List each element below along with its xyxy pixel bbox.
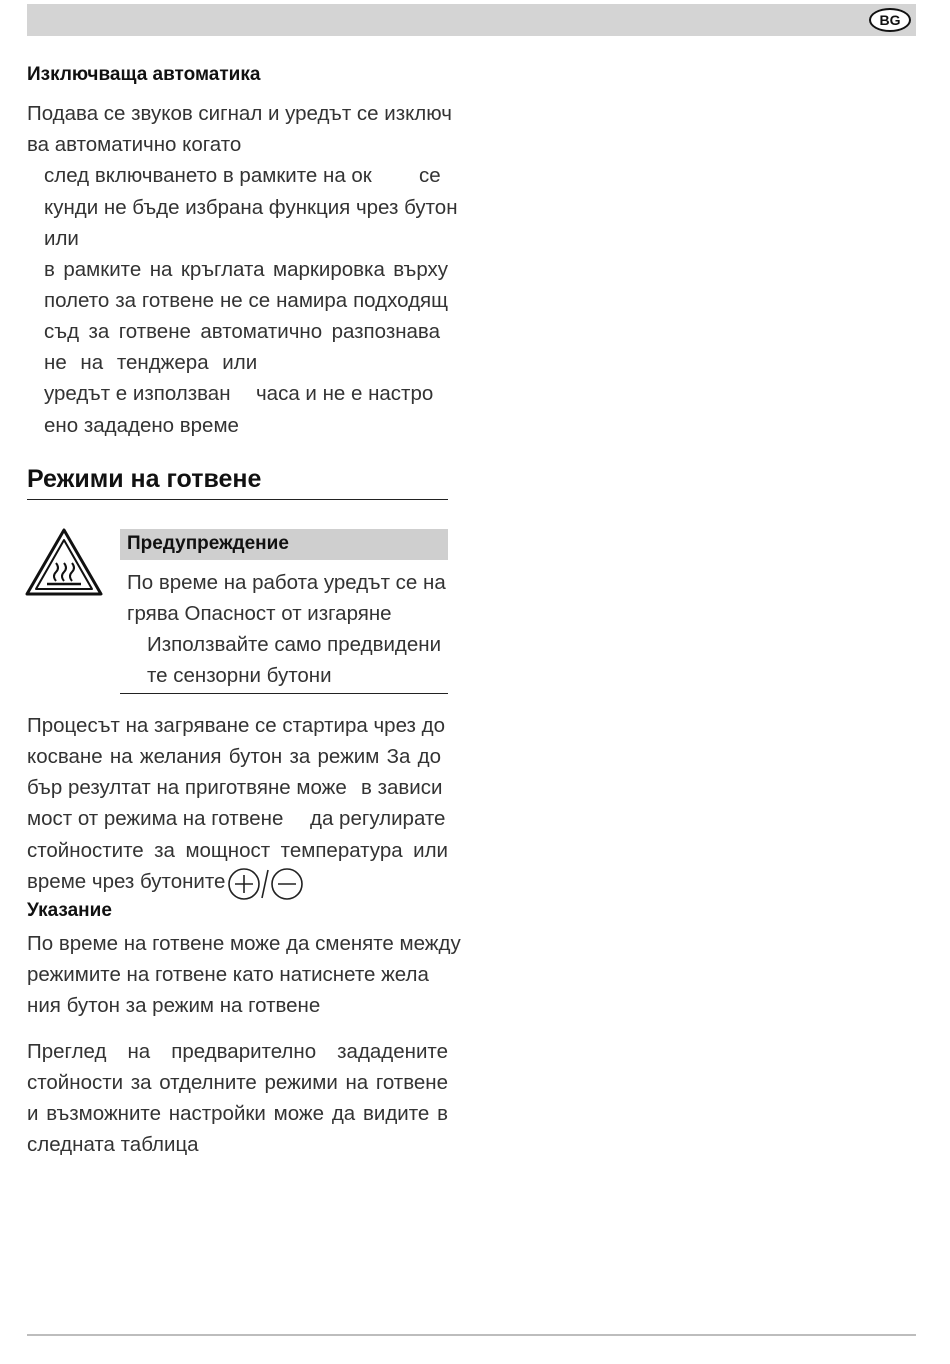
item2-line-3: съд за готвене автоматично разпознава: [44, 320, 440, 343]
footer-rule: [27, 1334, 916, 1336]
item1-line-2: кунди не бъде избрана функция чрез бутон: [44, 196, 458, 219]
note-line-3: ния бутон за режим на готвене: [27, 994, 321, 1017]
warning-bottom-rule: [120, 693, 448, 694]
para2-line-2: стойности за отделните режими на готвене: [27, 1071, 448, 1094]
warning-line-1: По време на работа уредът се на: [127, 571, 446, 594]
language-badge: BG: [869, 8, 911, 32]
warning-title: Предупреждение: [127, 533, 289, 554]
item3-line-1b: часа и не е настро: [256, 382, 434, 405]
item1-line-1a: след включването в рамките на ок: [44, 164, 372, 187]
para1-line-4a: мост от режима на готвене: [27, 807, 284, 830]
para1-line-1: Процесът на загряване се стартира чрез до: [27, 714, 445, 737]
plus-minus-buttons-icon: [227, 868, 307, 900]
item2-line-4: не на тенджера или: [44, 351, 258, 374]
warning-line-4: те сензорни бутони: [147, 664, 332, 687]
para2-line-3: и възможните настройки може да видите в: [27, 1102, 448, 1125]
para1-line-6: време чрез бутоните: [27, 870, 226, 893]
item2-line-2: полето за готвене не се намира подходящ: [44, 289, 448, 312]
para1-line-5: стойностите за мощност температура или: [27, 839, 448, 862]
para1-line-2: косване на желания бутон за режим За до: [27, 745, 441, 768]
section-heading-auto-off: Изключваща автоматика: [27, 64, 261, 85]
para2-line-1: Преглед на предварително зададените: [27, 1040, 448, 1063]
header-bar: [27, 4, 916, 36]
hot-surface-warning-icon: [25, 527, 103, 597]
para1-line-4b: да регулирате: [310, 807, 446, 830]
section-heading-cooking-modes: Режими на готвене: [27, 465, 262, 493]
item2-line-1: в рамките на кръглата маркировка върху: [44, 258, 448, 281]
warning-line-2: грява Опасност от изгаряне: [127, 602, 392, 625]
note-line-2: режимите на готвене като натиснете жела: [27, 963, 429, 986]
note-heading: Указание: [27, 900, 112, 921]
heading-underline: [27, 499, 448, 500]
note-line-1: По време на готвене може да сменяте между: [27, 932, 461, 955]
para1-line-3a: бър резултат на приготвяне може: [27, 776, 347, 799]
para1-line-3b: в зависи: [361, 776, 443, 799]
warning-line-3: Използвайте само предвидени: [147, 633, 442, 656]
item3-line-2: ено зададено време: [44, 414, 239, 437]
para2-line-4: следната таблица: [27, 1133, 199, 1156]
item1-line-1b: се: [419, 164, 441, 187]
item1-line-3: или: [44, 227, 79, 250]
intro-line-2: ва автоматично когато: [27, 133, 242, 156]
item3-line-1a: уредът е използван: [44, 382, 231, 405]
intro-line-1: Подава се звуков сигнал и уредът се изключ: [27, 102, 452, 125]
